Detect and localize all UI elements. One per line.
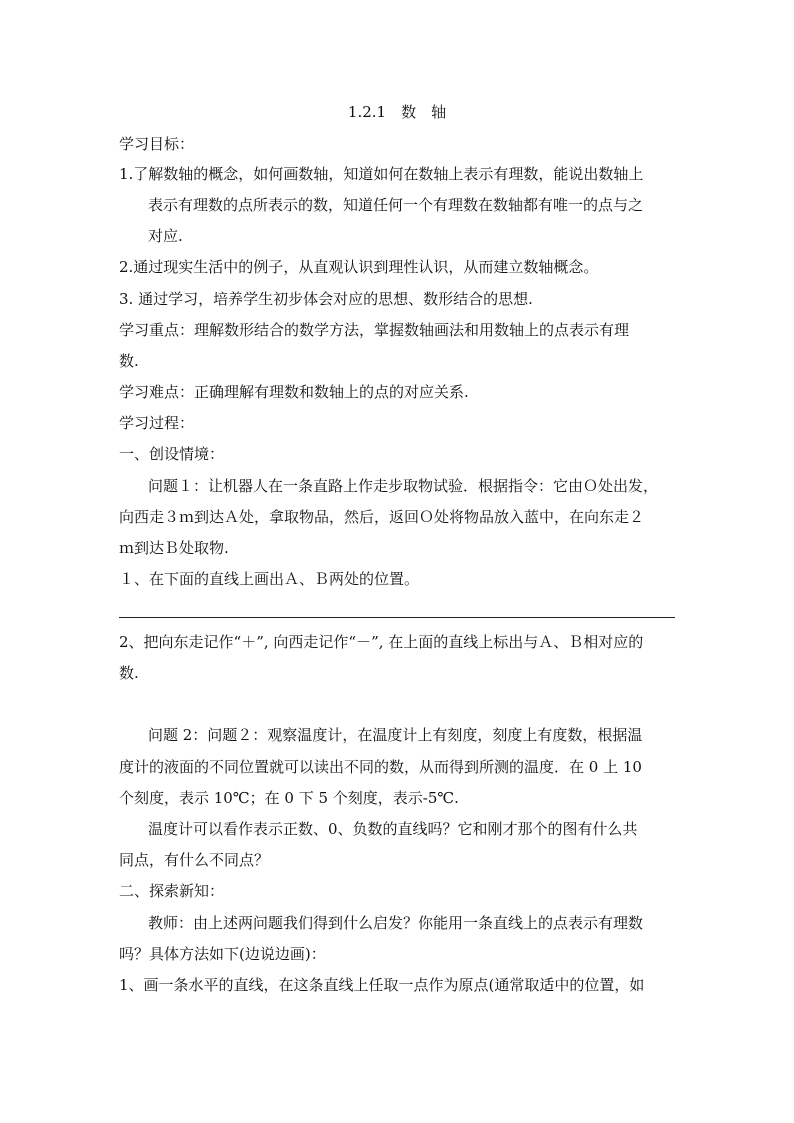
objective-1-line-1: 1.了解数轴的概念，如何画数轴，知道如何在数轴上表示有理数，能说出数轴上 xyxy=(119,165,644,183)
problem-1-line-2: 向西走３ｍ到达Ａ处，拿取物品，然后，返回Ｏ处将物品放入蓝中，在向东走２ xyxy=(119,508,645,526)
document-title: 1.2.1 数 轴 xyxy=(347,103,447,121)
step-1-line-1: 1、画一条水平的直线，在这条直线上任取一点作为原点(通常取适中的位置，如 xyxy=(119,976,645,994)
objective-1-line-3: 对应. xyxy=(148,227,183,245)
teacher-line-1: 教师：由上述两问题我们得到什么启发？你能用一条直线上的点表示有理数 xyxy=(148,914,644,932)
section-heading-create-situation: 一、创设情境： xyxy=(119,445,225,463)
problem-2-line-2: 度计的液面的不同位置就可以读出不同的数，从而得到所测的温度．在 0 上 10 xyxy=(119,758,642,776)
key-points-line-1: 学习重点：理解数形结合的数学方法，掌握数轴画法和用数轴上的点表示有理 xyxy=(119,321,630,339)
drawing-line xyxy=(119,617,675,618)
section-heading-explore: 二、探索新知： xyxy=(119,882,225,900)
task-2-line-1: 2、把向东走记作“＋”, 向西走记作“－”, 在上面的直线上标出与Ａ、Ｂ相对应的 xyxy=(119,633,644,651)
objective-3: 3. 通过学习，培养学生初步体会对应的思想、数形结合的思想. xyxy=(119,290,533,308)
objective-1-line-2: 表示有理数的点所表示的数，知道任何一个有理数在数轴都有唯一的点与之 xyxy=(148,196,644,214)
difficult-points: 学习难点：正确理解有理数和数轴上的点的对应关系. xyxy=(119,383,469,401)
section-heading-process: 学习过程： xyxy=(119,414,195,432)
problem-1-line-1: 问题１：让机器人在一条直路上作走步取物试验．根据指令：它由Ｏ处出发， xyxy=(148,477,659,495)
key-points-line-2: 数. xyxy=(119,352,139,370)
thermometer-question-line-2: 同点，有什么不同点？ xyxy=(119,851,270,869)
problem-1-line-3: ｍ到达Ｂ处取物. xyxy=(119,539,229,557)
problem-2-line-3: 个刻度，表示 10℃；在 0 下 5 个刻度，表示-5℃. xyxy=(119,789,459,807)
teacher-line-2: 吗？具体方法如下(边说边画)： xyxy=(119,945,326,963)
objective-2: 2.通过现实生活中的例子，从直观认识到理性认识，从而建立数轴概念。 xyxy=(119,258,599,276)
thermometer-question-line-1: 温度计可以看作表示正数、0、负数的直线吗？它和刚才那个的图有什么共 xyxy=(148,820,638,838)
section-heading-objectives: 学习目标： xyxy=(119,135,195,153)
problem-2-line-1: 问题 2：问题２：观察温度计，在温度计上有刻度，刻度上有度数，根据温 xyxy=(148,726,643,744)
task-1: １、在下面的直线上画出Ａ、Ｂ两处的位置。 xyxy=(119,570,420,588)
task-2-line-2: 数. xyxy=(119,664,139,682)
